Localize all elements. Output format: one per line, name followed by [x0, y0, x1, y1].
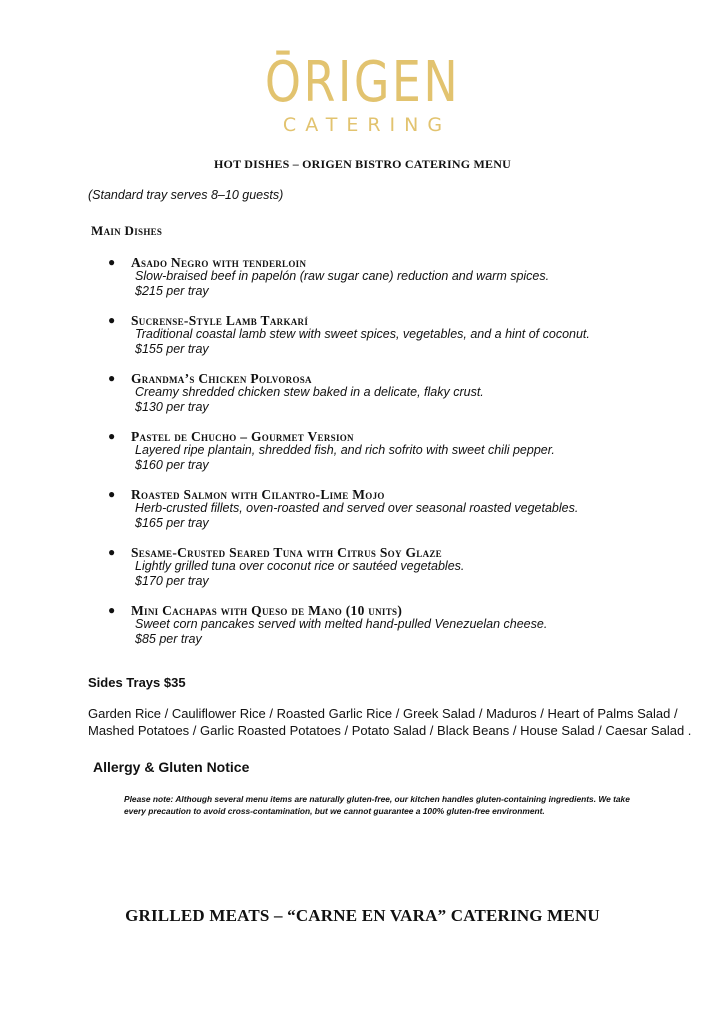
- dish-name: Roasted Salmon with Cilantro-Lime Mojo: [131, 487, 385, 502]
- allergy-heading: Allergy & Gluten Notice: [93, 759, 250, 775]
- dish-price: $160 per tray: [135, 458, 209, 472]
- bullet-icon: ●: [108, 255, 116, 269]
- dish-description: Creamy shredded chicken stew baked in a delicate, flaky crust.: [135, 385, 484, 399]
- dish-name: Grandma’s Chicken Polvorosa: [131, 371, 312, 386]
- dish-name: Pastel de Chucho – Gourmet Version: [131, 429, 354, 444]
- dish-description: Herb-crusted fillets, oven-roasted and served over seasonal roasted vegetables.: [135, 501, 579, 515]
- dish-name: Sesame-Crusted Seared Tuna with Citrus Soy Glaze: [131, 545, 442, 560]
- grilled-meats-title: GRILLED MEATS – “CARNE EN VARA” CATERING MENU: [125, 906, 600, 925]
- sides-list: Garden Rice / Cauliflower Rice / Roasted Garlic Rice / Greek Salad / Maduros / Heart of Palms Salad / Mashed Potatoes / Garlic Roasted Potatoes / Potato Salad / Black Beans / House Salad / Caesar Salad .: [88, 706, 692, 738]
- dish-name: Mini Cachapas with Queso de Mano (10 units): [131, 603, 403, 618]
- dish-price: $215 per tray: [135, 284, 209, 298]
- main-dishes-heading: Main Dishes: [91, 223, 163, 238]
- dish-name: Asado Negro with tenderloin: [131, 255, 307, 270]
- dish-name: Sucrense-Style Lamb Tarkarí: [131, 313, 309, 328]
- bullet-icon: ●: [108, 429, 116, 443]
- dish-description: Slow-braised beef in papelón (raw sugar cane) reduction and warm spices.: [135, 269, 550, 283]
- dish-description: Sweet corn pancakes served with melted hand-pulled Venezuelan cheese.: [135, 617, 548, 631]
- bullet-icon: ●: [108, 487, 116, 501]
- origen-catering-logo: [0, 52, 725, 136]
- serving-note: (Standard tray serves 8–10 guests): [88, 188, 284, 202]
- allergy-notice-text: Please note: Although several menu items are naturally gluten-free, our kitchen handles gluten-containing ingredients. We take every precaution to avoid cross-contamination, but we cannot guarantee a 100% gluten-free environment.: [124, 794, 630, 816]
- logo-subtitle: CATERING: [282, 114, 452, 136]
- logo-wordmark: ŌRIGEN: [264, 50, 461, 115]
- bullet-icon: ●: [108, 371, 116, 385]
- dish-price: $85 per tray: [135, 632, 202, 646]
- dish-description: Lightly grilled tuna over coconut rice or sautéed vegetables.: [135, 559, 465, 573]
- dish-price: $130 per tray: [135, 400, 209, 414]
- dish-price: $155 per tray: [135, 342, 209, 356]
- dish-price: $170 per tray: [135, 574, 209, 588]
- bullet-icon: ●: [108, 603, 116, 617]
- sides-heading: Sides Trays $35: [88, 675, 186, 690]
- bullet-icon: ●: [108, 313, 116, 327]
- bullet-icon: ●: [108, 545, 116, 559]
- dish-price: $165 per tray: [135, 516, 209, 530]
- dish-description: Traditional coastal lamb stew with sweet spices, vegetables, and a hint of coconut.: [135, 327, 590, 341]
- dish-description: Layered ripe plantain, shredded fish, and rich sofrito with sweet chili pepper.: [135, 443, 555, 457]
- page-title: HOT DISHES – ORIGEN BISTRO CATERING MENU: [214, 157, 511, 171]
